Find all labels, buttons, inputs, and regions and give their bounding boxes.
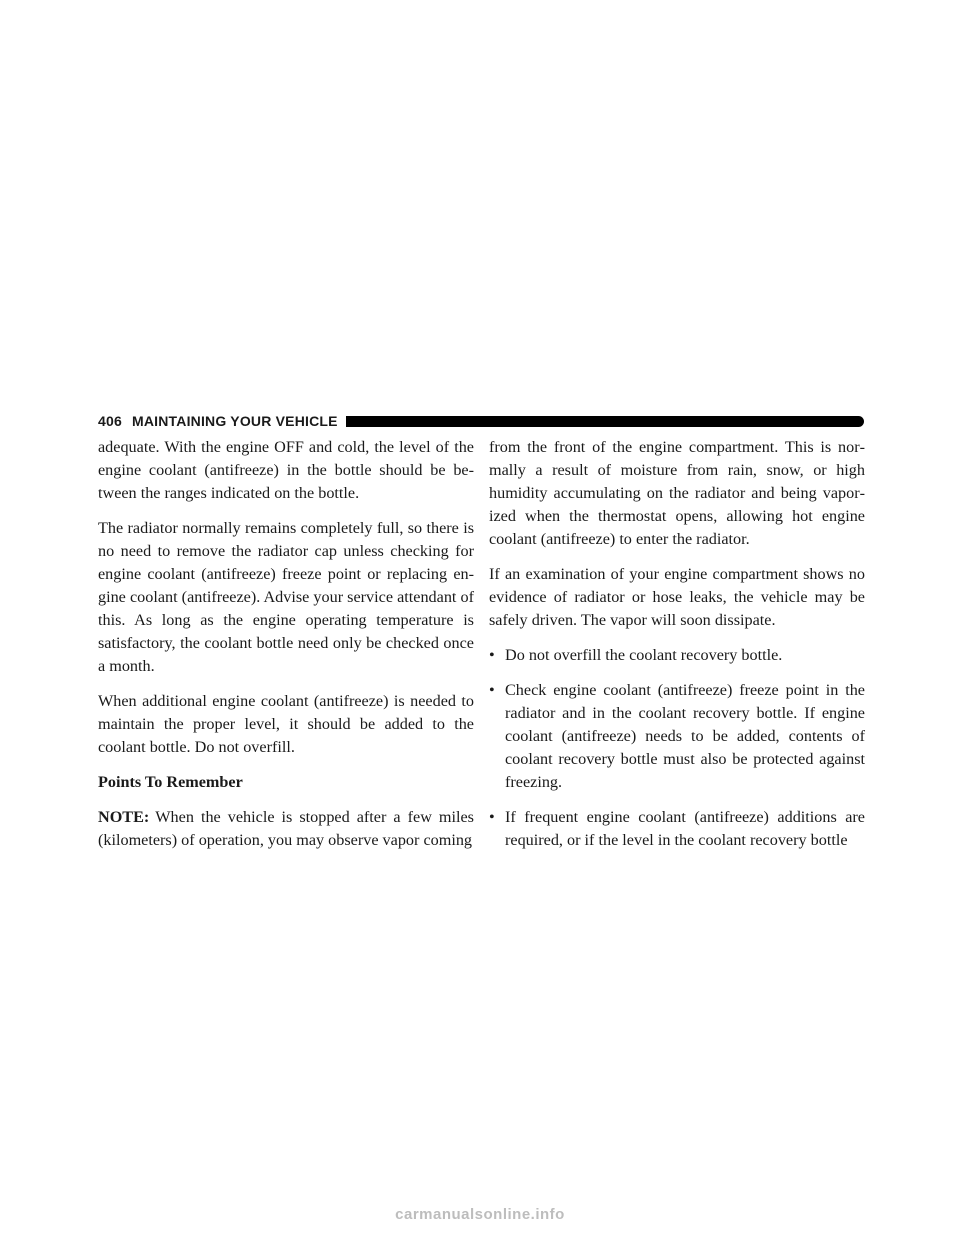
list-item: [489, 806, 865, 852]
list-item-text: Check engine coolant (antifreeze) freeze point in the radiator and in the coolant recovery bottle. If engine coolant (antifreeze) needs to be added, contents of coolant recovery bottle must also be protected against freezing.: [505, 681, 865, 791]
page-header: [98, 411, 864, 431]
paragraph: When additional engine coolant (antifreeze) is needed to maintain the proper level, it should be added to the coolant bottle. Do not overfill.: [98, 692, 474, 756]
list-item-text: Do not overfill the coolant recovery bottle.: [505, 646, 783, 664]
watermark: carmanualsonline.info: [395, 1206, 565, 1223]
list-item-text: If frequent engine coolant (antifreeze) additions are required, or if the level in the coolant recovery bottle: [505, 808, 865, 849]
paragraph: adequate. With the engine OFF and cold, the level of the engine coolant (antifreeze) in the bottle should be between the ranges indicated on the bottle.: [98, 438, 474, 502]
subheading: Points To Remember: [98, 773, 243, 791]
note-label: NOTE:: [98, 808, 150, 826]
paragraph: from the front of the engine compartment. This is normally a result of moisture from rain, snow, or high humidity accumulating on the radiator and being vaporized when the thermostat opens, allowing hot engine coolant (antifreeze) to enter the radiator.: [489, 438, 865, 548]
page-number: 406: [98, 413, 122, 429]
section-title: MAINTAINING YOUR VEHICLE: [131, 413, 338, 429]
header-rule: [346, 416, 864, 427]
paragraph: If an examination of your engine compartment shows no evidence of radiator or hose leaks, the vehicle may be safely driven. The vapor will soon dissipate.: [489, 565, 865, 629]
left-column: [98, 436, 474, 864]
bullet-icon: •: [489, 646, 495, 664]
paragraph: The radiator normally remains completely full, so there is no need to remove the radiator cap unless checking for engine coolant (antifreeze) freeze point or replacing engine coolant (antifreeze). Advise your service attendant of this. As long as the engine operating temperature is satisfactory, the coolant bottle need only be checked once a month.: [98, 519, 474, 675]
bullet-icon: •: [489, 808, 495, 826]
note-text: When the vehicle is stopped after a few miles (kilometers) of operation, you may observe vapor coming: [98, 808, 474, 849]
bullet-icon: •: [489, 681, 495, 699]
list-item: [489, 679, 865, 794]
note-paragraph: [98, 806, 474, 852]
right-column: [489, 436, 865, 864]
bullet-list: [489, 644, 865, 852]
list-item: [489, 644, 865, 667]
footer: [0, 1206, 960, 1224]
